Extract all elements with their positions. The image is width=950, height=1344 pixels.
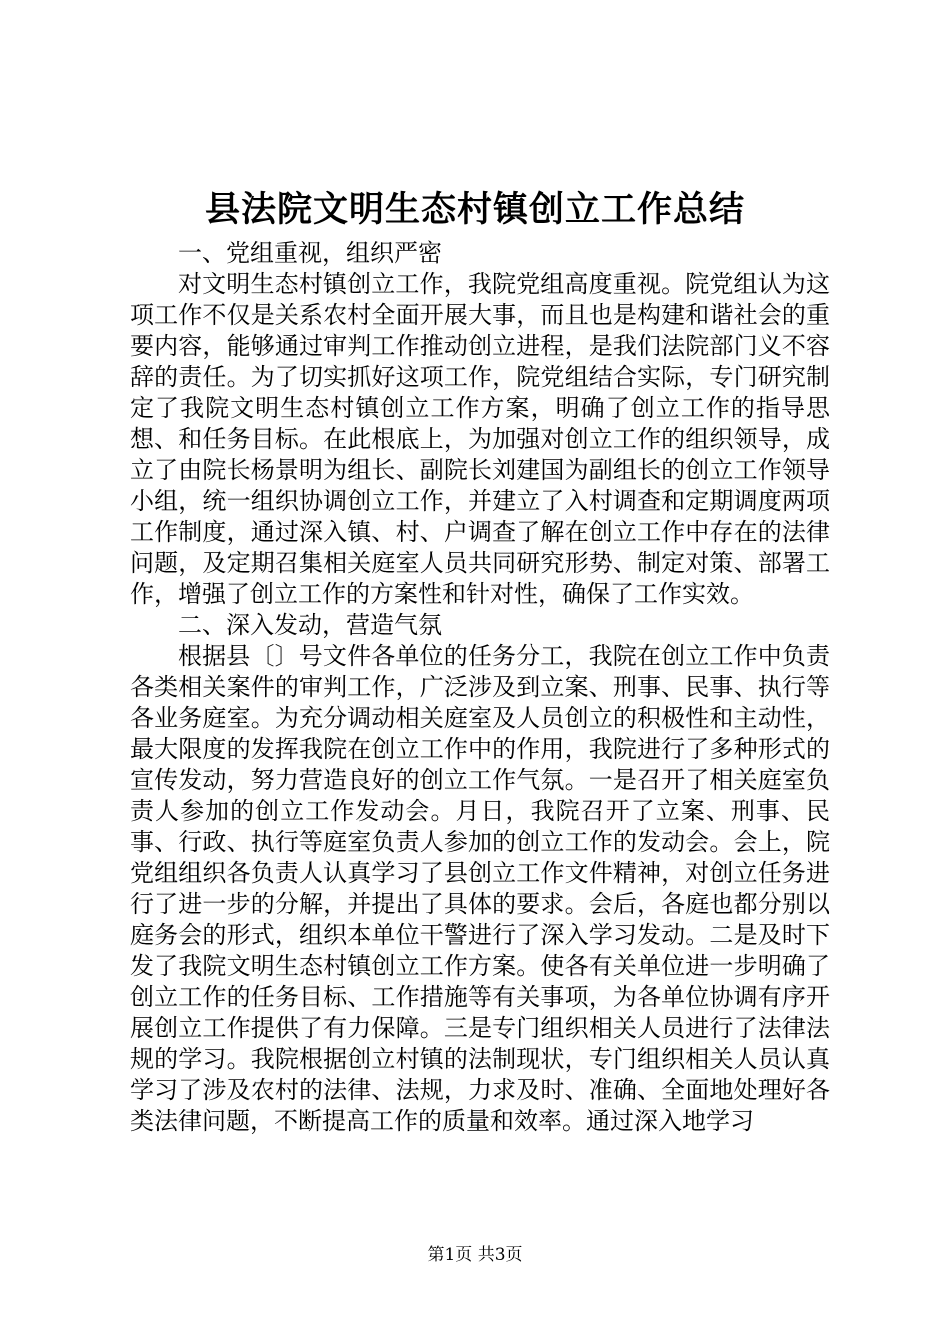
document-body [130,238,830,1137]
section-heading-2: 二、深入发动，营造气氛 [178,611,442,639]
section-paragraph-2: 根据县〔〕号文件各单位的任务分工，我院在创立工作中负责各类相关案件的审判工作，广泛涉及到立案、刑事、民事、执行等各业务庭室。为充分调动相关庭室及人员创立的积极性和主动性，最大限度的发挥我院在创立工作中的作用，我院进行了多种形式的宣传发动，努力营造良好的创立工作气氛。一是召开了相关庭室负责人参加的创立工作发动会。月日，我院召开了立案、刑事、民事、行政、执行等庭室负责人参加的创立工作的发动会。会上，院党组组织各负责人认真学习了县创立工作文件精神，对创立任务进行了进一步的分解，并提出了具体的要求。会后，各庭也都分别以庭务会的形式，组织本单位干警进行了深入学习发动。二是及时下发了我院文明生态村镇创立工作方案。使各有关单位进一步明确了创立工作的任务目标、工作措施等有关事项，为各单位协调有序开展创立工作提供了有力保障。三是专门组织相关人员进行了法律法规的学习。我院根据创立村镇的法制现状，专门组织相关人员认真学习了涉及农村的法律、法规，力求及时、准确、全面地处理好各类法律问题，不断提高工作的质量和效率。通过深入地学习 [130,642,830,1135]
page-footer: 第1页 共3页 [427,1245,523,1265]
section-heading-1: 一、党组重视，组织严密 [178,239,442,267]
document-title: 县法院文明生态村镇创立工作总结 [204,189,745,230]
section-paragraph-1: 对文明生态村镇创立工作，我院党组高度重视。院党组认为这项工作不仅是关系农村全面开展大事，而且也是构建和谐社会的重要内容，能够通过审判工作推动创立进程，是我们法院部门义不容辞的责任。为了切实抓好这项工作，院党组结合实际，专门研究制定了我院文明生态村镇创立工作方案，明确了创立工作的指导思想、和任务目标。在此根底上，为加强对创立工作的组织领导，成立了由院长杨景明为组长、副院长刘建国为副组长的创立工作领导小组，统一组织协调创立工作，并建立了入村调查和定期调度两项工作制度，通过深入镇、村、户调查了解在创立工作中存在的法律问题，及定期召集相关庭室人员共同研究形势、制定对策、部署工作，增强了创立工作的方案性和针对性，确保了工作实效。 [130,270,830,608]
